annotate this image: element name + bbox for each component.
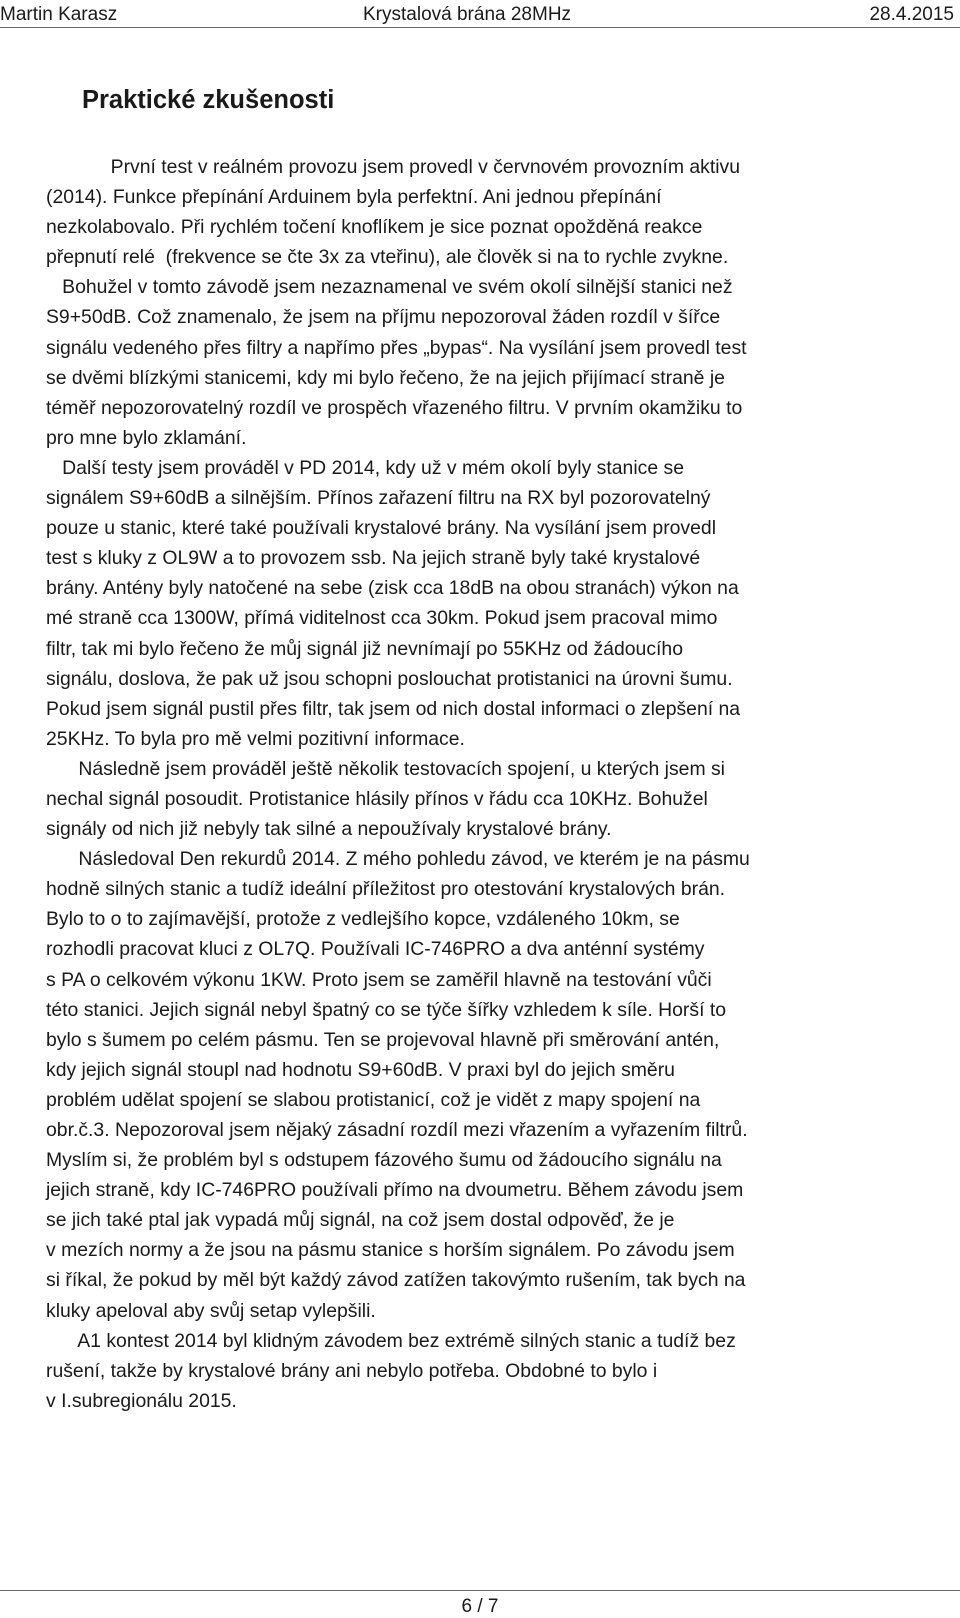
body-line: obr.č.3. Nepozoroval jsem nějaký zásadní rozdíl mezi vřazením a vyřazením filtrů. (46, 1119, 748, 1141)
header-title: Krystalová brána 28MHz (363, 4, 572, 25)
body-line: signálu vedeného přes filtry a napřímo přes „bypas“. Na vysílání jsem provedl test (46, 336, 747, 359)
header-date: 28.4.2015 (869, 4, 954, 25)
page-header (0, 2, 960, 28)
body-line: v I.subregionálu 2015. (46, 1389, 237, 1412)
body-line: Následoval Den rekurdů 2014. Z mého pohledu závod, ve kterém je na pásmu (46, 848, 750, 871)
body-line: signálem S9+60dB a silnějším. Přínos zařazení filtru na RX byl pozorovatelný (46, 487, 711, 510)
body-line: Bohužel v tomto závodě jsem nezaznamenal ve svém okolí silnější stanici než (46, 276, 733, 299)
body-line: brány. Antény byly natočené na sebe (zisk cca 18dB na obou stranách) výkon na (46, 577, 739, 600)
body-line: První test v reálném provozu jsem provedl v červnovém provozním aktivu (46, 156, 741, 178)
body-line: v mezích normy a že jsou na pásmu stanice s horším signálem. Po závodu jsem (46, 1239, 735, 1262)
body-line: A1 kontest 2014 byl klidným závodem bez extrémě silných stanic a tudíž bez (46, 1329, 736, 1352)
body-line: nechal signál posoudit. Protistanice hlásily přínos v řádu cca 10KHz. Bohužel (46, 787, 708, 810)
body-line: problém udělat spojení se slabou protistanicí, což je vidět z mapy spojení na (46, 1088, 701, 1111)
body-line: (2014). Funkce přepínání Arduinem byla perfektní. Ani jednou přepínání (46, 186, 662, 209)
body-line: pouze u stanic, které také používali krystalové brány. Na vysílání jsem provedl (46, 517, 717, 540)
body-line: Následně jsem prováděl ještě několik testovacích spojení, u kterých jsem si (46, 757, 725, 780)
body-text (46, 152, 958, 1416)
body-line: rozhodli pracovat kluci z OL7Q. Používali IC-746PRO a dva anténní systémy (46, 938, 705, 961)
body-line: Pokud jsem signál pustil přes filtr, tak jsem od nich dostal informaci o zlepšení na (46, 697, 741, 720)
body-line: přepnutí relé (frekvence se čte 3x za vteřinu), ale člověk si na to rychle zvykne. (46, 246, 729, 269)
page-number: 6 / 7 (461, 1596, 499, 1617)
body-line: Další testy jsem prováděl v PD 2014, kdy už v mém okolí byly stanice se (46, 456, 684, 479)
body-line: nezkolabovalo. Při rychlém točení knoflíkem je sice poznat opožděná reakce (46, 216, 703, 239)
body-line: s PA o celkovém výkonu 1KW. Proto jsem se zaměřil hlavně na testování vůči (46, 968, 712, 991)
body-line: se jich také ptal jak vypadá můj signál, na což jsem dostal odpověď, že je (46, 1209, 675, 1232)
body-line: si říkal, že pokud by měl být každý závod zatížen takovýmto rušením, tak bych na (46, 1269, 746, 1292)
body-line: pro mne bylo zklamání. (46, 426, 247, 449)
body-line: S9+50dB. Což znamenalo, že jsem na příjmu nepozoroval žáden rozdíl v šířce (46, 306, 721, 329)
header-divider (0, 27, 960, 28)
body-line: rušení, takže by krystalové brány ani nebylo potřeba. Obdobné to bylo i (46, 1359, 658, 1382)
footer-divider (0, 1590, 960, 1591)
body-line: jejich straně, kdy IC-746PRO používali přímo na dvoumetru. Během závodu jsem (46, 1179, 744, 1202)
body-line: mé straně cca 1300W, přímá viditelnost cca 30km. Pokud jsem pracoval mimo (46, 607, 718, 630)
body-line: této stanici. Jejich signál nebyl špatný co se týče šířky vzhledem k síle. Horší to (46, 998, 727, 1021)
section-heading: Praktické zkušenosti (82, 86, 335, 114)
body-line: kdy jejich signál stoupl nad hodnotu S9+60dB. V praxi byl do jejich směru (46, 1058, 675, 1081)
body-line: Bylo to o to zajímavější, protože z vedlejšího kopce, vzdáleného 10km, se (46, 908, 680, 931)
body-line: signálu, doslova, že pak už jsou schopni poslouchat protistanici na úrovni šumu. (46, 667, 733, 690)
body-line: 25KHz. To byla pro mě velmi pozitivní informace. (46, 727, 465, 750)
body-line: test s kluky z OL9W a to provozem ssb. Na jejich straně byly také krystalové (46, 547, 701, 570)
body-line: bylo s šumem po celém pásmu. Ten se projevoval hlavně při směrování antén, (46, 1028, 720, 1051)
body-line: kluky apeloval aby svůj setap vylepšili. (46, 1299, 376, 1322)
body-line: Myslím si, že problém byl s odstupem fázového šumu od žádoucího signálu na (46, 1149, 722, 1172)
header-author: Martin Karasz (0, 4, 118, 25)
body-line: téměř nepozorovatelný rozdíl ve prospěch vřazeného filtru. V prvním okamžiku to (46, 396, 743, 419)
body-line: filtr, tak mi bylo řečeno že můj signál již nevnímají po 55KHz od žádoucího (46, 637, 683, 660)
body-line: se dvěmi blízkými stanicemi, kdy mi bylo řečeno, že na jejich přijímací straně je (46, 366, 725, 389)
body-line: hodně silných stanic a tudíž ideální příležitost pro otestování krystalových brán. (46, 878, 726, 901)
body-line: signály od nich již nebyly tak silné a nepoužívaly krystalové brány. (46, 818, 612, 841)
